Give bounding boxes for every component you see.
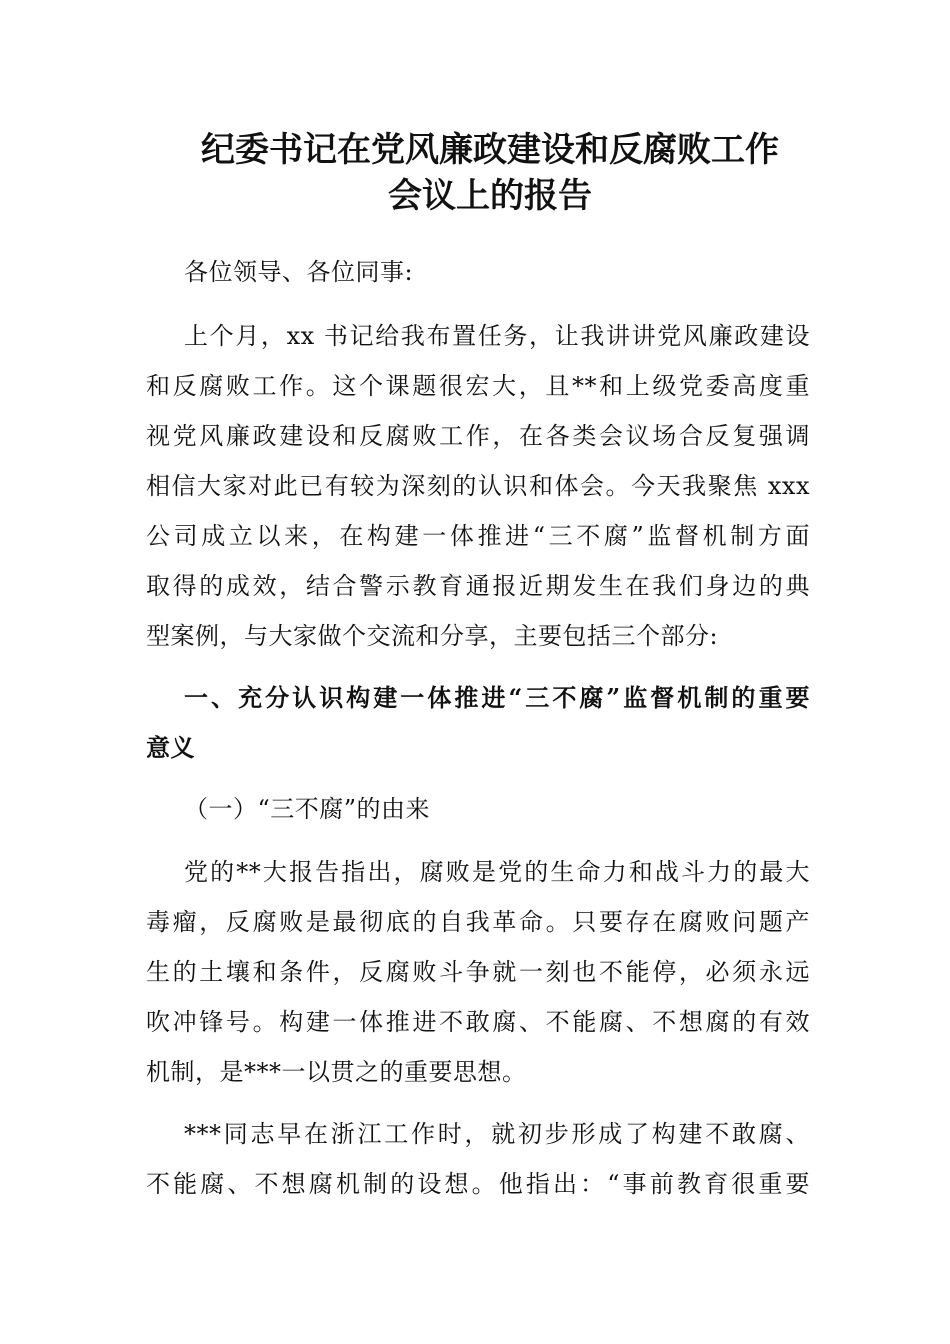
paragraph-1-line-7: 型案例，与大家做个交流和分享，主要包括三个部分: <box>146 622 719 650</box>
paragraph-2-line-2: 毒瘤，反腐败是最彻底的自我革命。只要存在腐败问题产 <box>146 908 810 936</box>
paragraph-2-line-5: 机制，是***一以贯之的重要思想。 <box>146 1058 527 1086</box>
paragraph-1-line-1: 上个月，xx 书记给我布置任务，让我讲讲党风廉政建设 <box>184 322 810 350</box>
paragraph-1-line-3: 视党风廉政建设和反腐败工作，在各类会议场合反复强调 <box>146 422 810 450</box>
document-title-line-1: 纪委书记在党风廉政建设和反腐败工作 <box>201 130 779 170</box>
paragraph-1-line-2: 和反腐败工作。这个课题很宏大，且**和上级党委高度重 <box>146 372 810 400</box>
section-heading-1-line-2: 意义 <box>146 733 195 762</box>
paragraph-2-line-3: 生的土壤和条件，反腐败斗争就一刻也不能停，必须永远 <box>146 958 810 986</box>
document-title-line-2: 会议上的报告 <box>388 176 592 216</box>
section-heading-1-line-1: 一、充分认识构建一体推进“三不腐”监督机制的重要 <box>184 683 810 712</box>
paragraph-1-line-5: 公司成立以来，在构建一体推进“三不腐”监督机制方面 <box>146 522 810 550</box>
paragraph-1-line-4: 相信大家对此已有较为深刻的认识和体会。今天我聚焦 xxx <box>146 472 810 500</box>
paragraph-1-line-6: 取得的成效，结合警示教育通报近期发生在我们身边的典 <box>146 572 810 600</box>
paragraph-2-line-4: 吹冲锋号。构建一体推进不敢腐、不能腐、不想腐的有效 <box>146 1008 810 1036</box>
subheading-1: （一）“三不腐”的由来 <box>184 795 431 823</box>
paragraph-3-line-2: 不能腐、不想腐机制的设想。他指出：“事前教育很重要 <box>146 1170 810 1198</box>
paragraph-2-line-1: 党的**大报告指出，腐败是党的生命力和战斗力的最大 <box>184 858 810 886</box>
paragraph-3-line-1: ***同志早在浙江工作时，就初步形成了构建不敢腐、 <box>184 1120 810 1148</box>
salutation: 各位领导、各位同事: <box>184 258 414 286</box>
